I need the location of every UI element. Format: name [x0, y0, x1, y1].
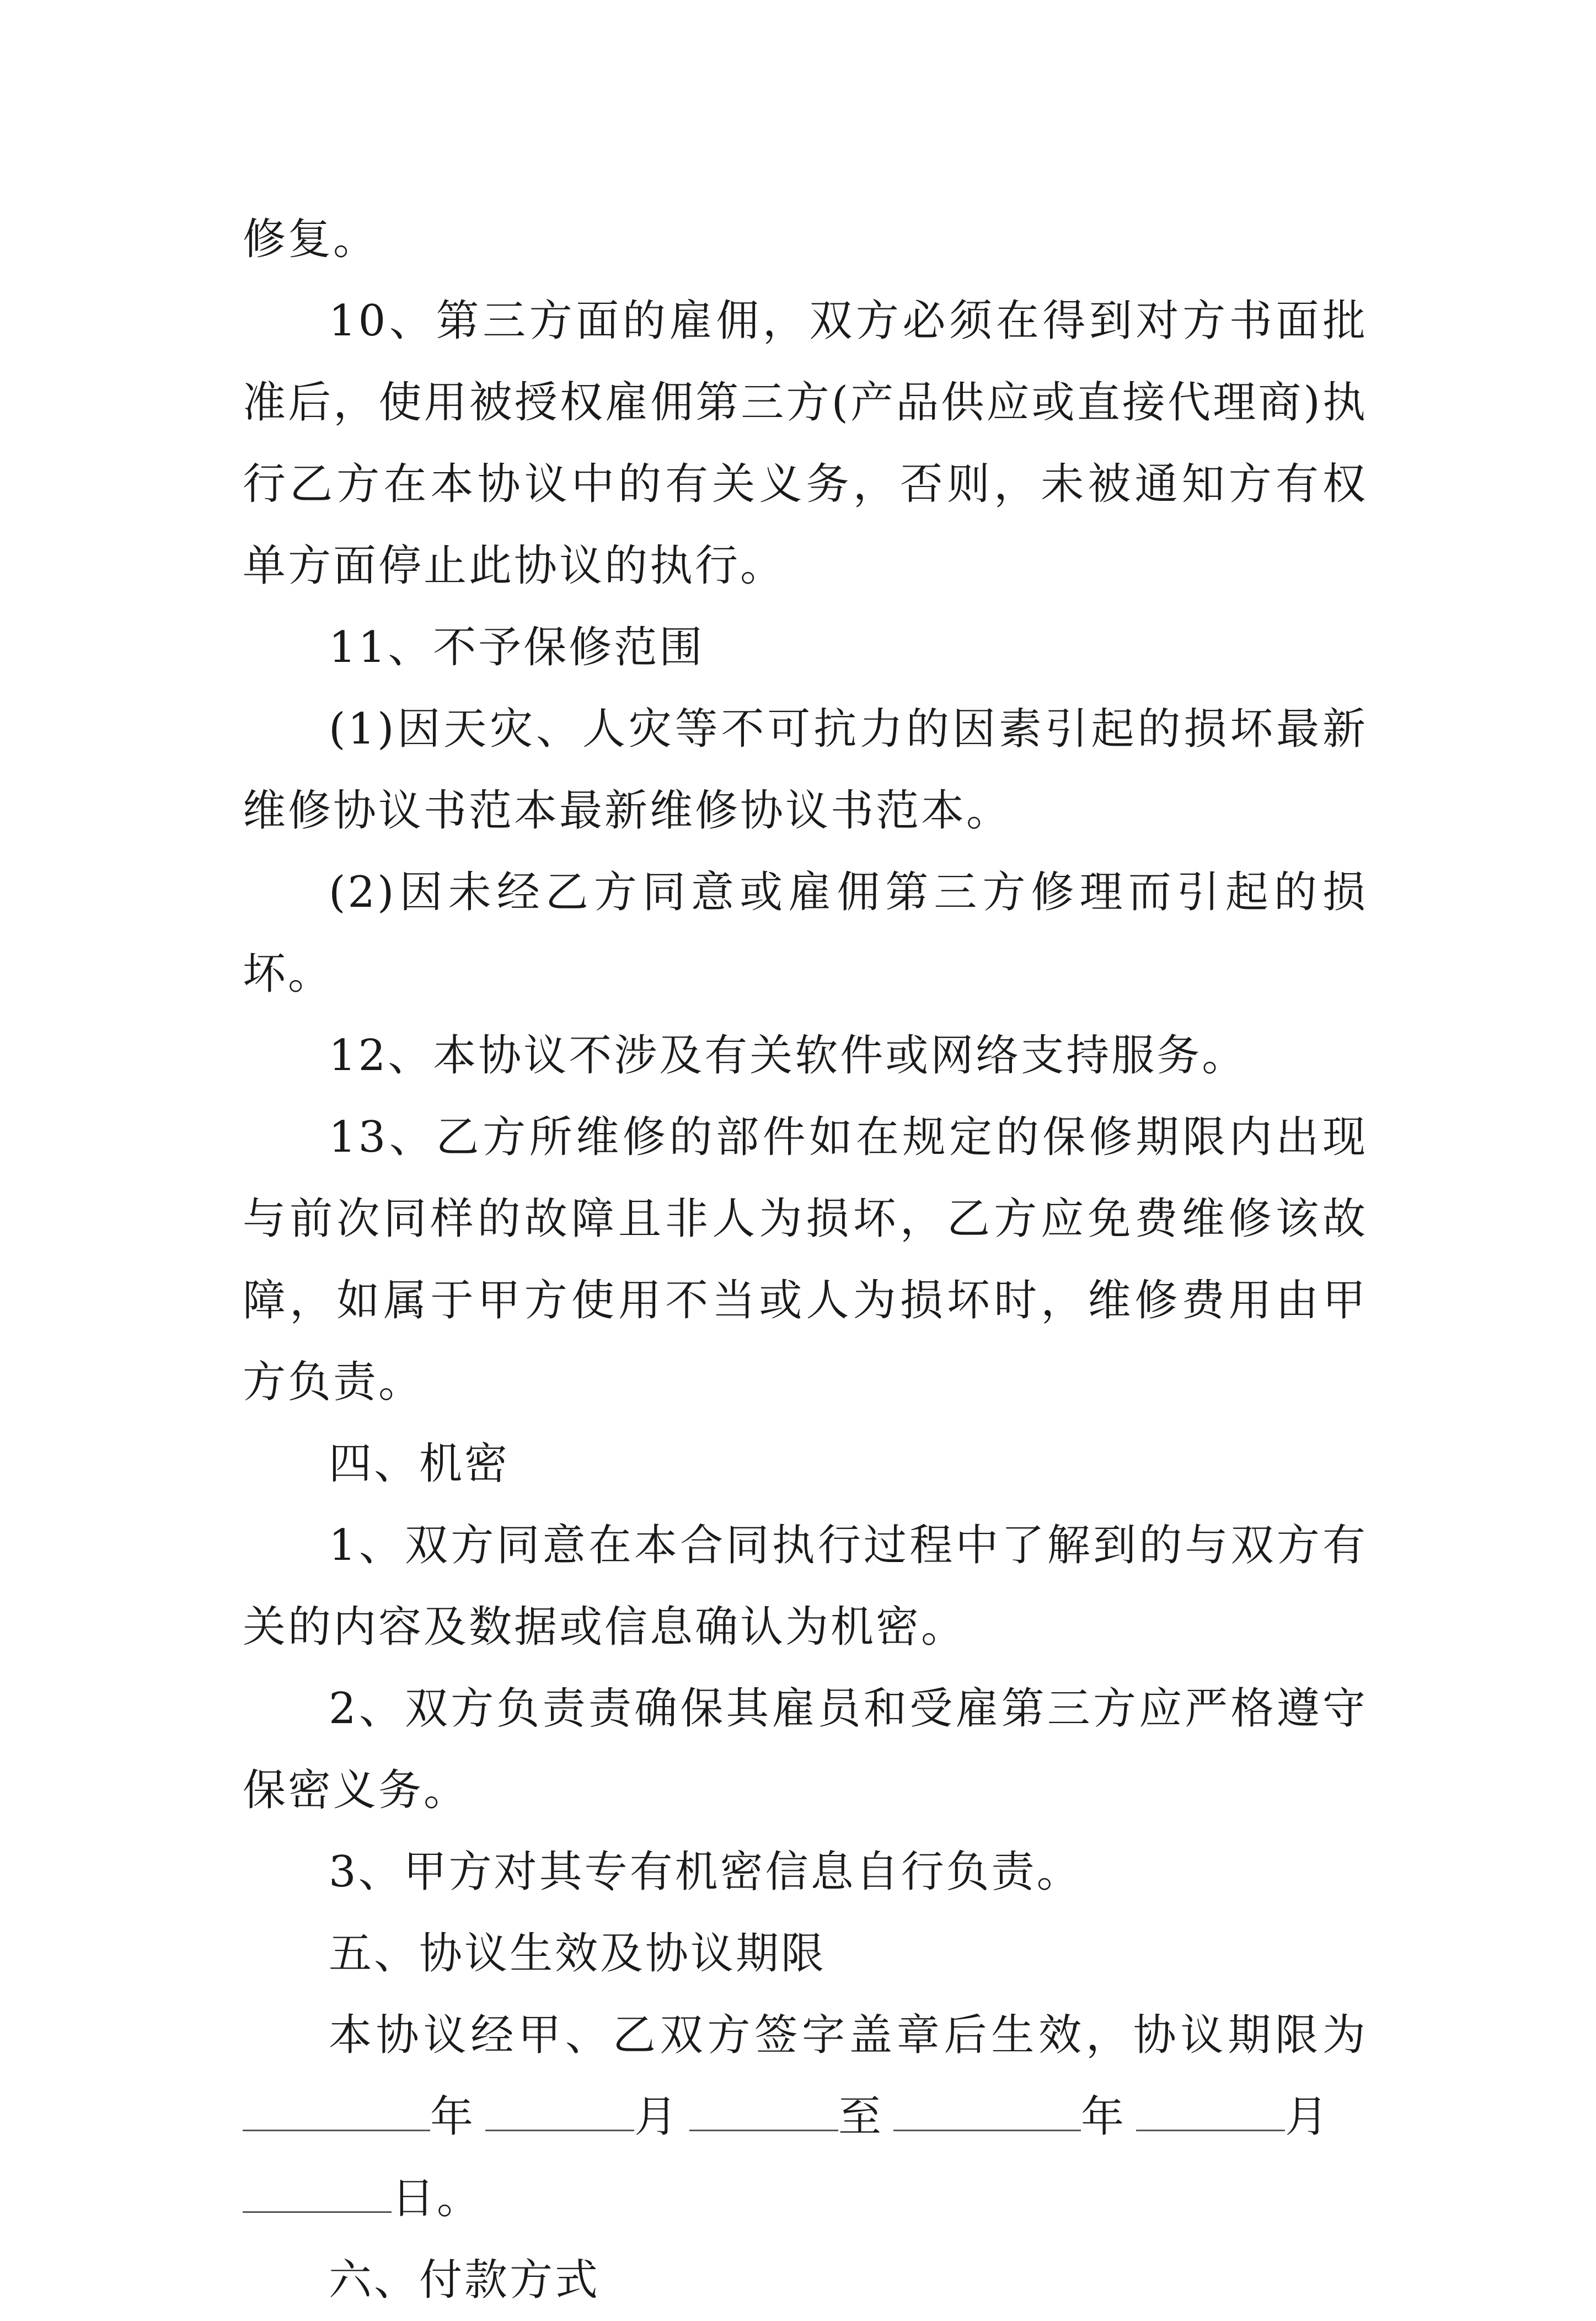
paragraph: 10、第三方面的雇佣，双方必须在得到对方书面批准后，使用被授权雇佣第三方(产品供应或直接代理商)执行乙方在本协议中的有关义务，否则，未被通知方有权单方面停止此协议的执行。: [243, 296, 1368, 591]
term-paragraph: [243, 1994, 1368, 2239]
term-month-label: 月: [1285, 2092, 1331, 2142]
blank-line-start-month: [485, 2079, 634, 2131]
paragraph: 13、乙方所维修的部件如在规定的保修期限内出现与前次同样的故障且非人为损坏，乙方应免费维修该故障，如属于甲方使用不当或人为损坏时，维修费用由甲方负责。: [243, 1113, 1368, 1407]
paragraph: 12、本协议不涉及有关软件或网络支持服务。: [329, 1031, 1247, 1081]
paragraph: 2、双方负责责确保其雇员和受雇第三方应严格遵守保密义务。: [243, 1684, 1368, 1815]
paragraph: (2)因未经乙方同意或雇佣第三方修理而引起的损坏。: [243, 868, 1368, 999]
paragraph: 修复。: [243, 215, 379, 264]
section-heading: 五、协议生效及协议期限: [329, 1929, 827, 1978]
term-month-label: 月: [634, 2092, 680, 2142]
document-body: [243, 199, 1368, 2321]
paragraph: 1、双方同意在本合同执行过程中了解到的与双方有关的内容及数据或信息确认为机密。: [243, 1521, 1368, 1652]
section-heading: 四、机密: [329, 1439, 510, 1489]
blank-line-start-day: [689, 2079, 838, 2131]
blank-line-end-day: [243, 2160, 392, 2213]
paragraph: 3、甲方对其专有机密信息自行负责。: [329, 1847, 1082, 1897]
term-to-label: 至: [838, 2092, 884, 2142]
term-day-label: 日。: [392, 2174, 483, 2223]
paragraph: 11、不予保修范围: [329, 623, 705, 672]
term-year-label: 年: [1081, 2092, 1127, 2142]
term-year-label: 年: [430, 2092, 476, 2142]
paragraph: (1)因天灾、人灾等不可抗力的因素引起的损坏最新维修协议书范本最新维修协议书范本。: [243, 704, 1368, 836]
section-heading: 六、付款方式: [329, 2255, 601, 2305]
term-intro: 本协议经甲、乙双方签字盖章后生效，协议期限为: [329, 2010, 1368, 2060]
blank-line-end-year: [893, 2079, 1081, 2131]
blank-line-end-month: [1136, 2079, 1285, 2131]
blank-line-start-year: [243, 2079, 430, 2131]
